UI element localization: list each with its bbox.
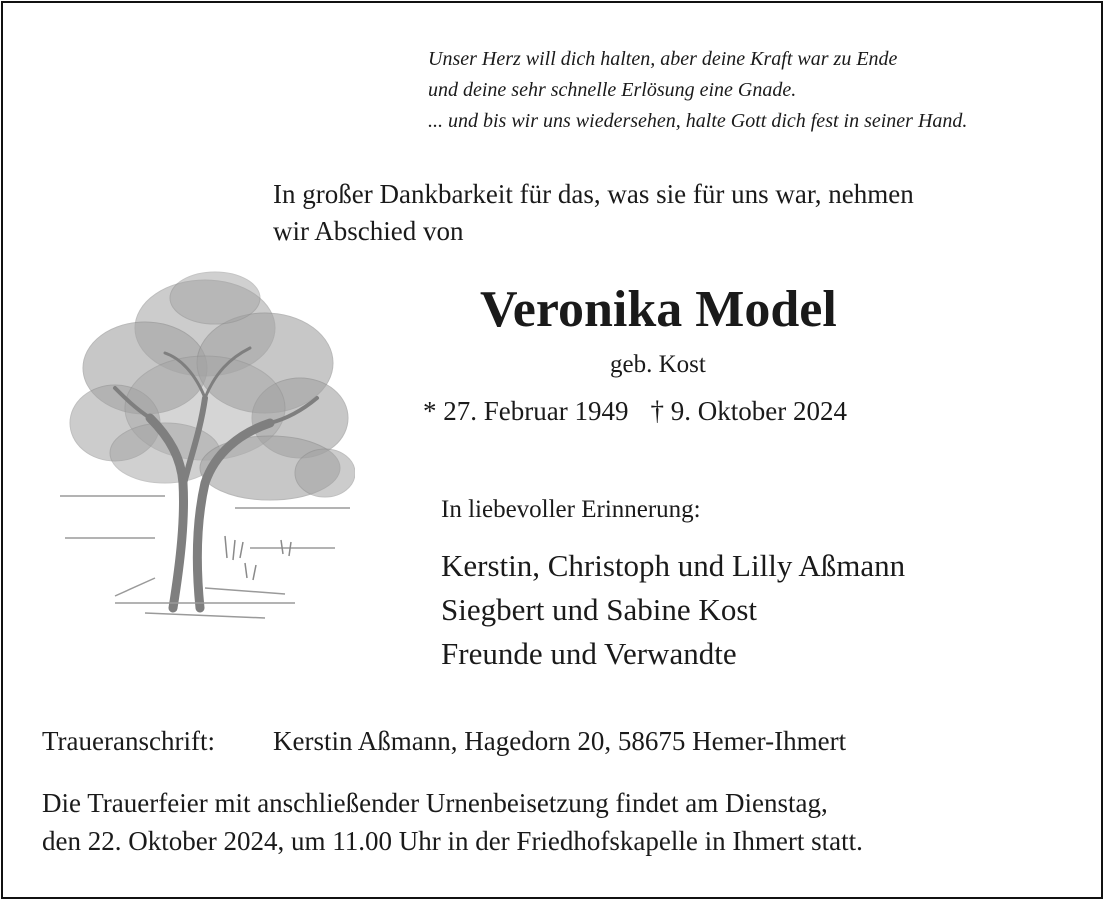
poem-line: und deine sehr schnelle Erlösung eine Gnade. (428, 79, 797, 101)
life-dates (423, 396, 847, 427)
ceremony-line: Die Trauerfeier mit anschließender Urnenbeisetzung findet am Dienstag, (42, 788, 828, 818)
birth-name: geb. Kost (610, 351, 706, 378)
poem-line: ... und bis wir uns wiedersehen, halte Gott dich fest in seiner Hand. (428, 110, 968, 132)
poem-verse (428, 44, 967, 137)
mourners-list (441, 544, 905, 676)
poem-line: Unser Herz will dich halten, aber deine Kraft war zu Ende (428, 48, 898, 70)
tree-illustration (55, 258, 355, 628)
deceased-name: Veronika Model (480, 281, 837, 338)
mourner-name: Kerstin, Christoph und Lilly Aßmann (441, 548, 906, 583)
intro-line: wir Abschied von (273, 216, 464, 246)
ceremony-line: den 22. Oktober 2024, um 11.00 Uhr in der Friedhofskapelle in Ihmert statt. (42, 826, 863, 856)
death-date: † 9. Oktober 2024 (650, 396, 847, 426)
mourner-name: Freunde und Verwandte (441, 636, 737, 671)
birth-date: * 27. Februar 1949 (423, 396, 629, 426)
ceremony-notice (42, 784, 863, 860)
memory-heading: In liebevoller Erinnerung: (441, 496, 701, 523)
address-value: Kerstin Aßmann, Hagedorn 20, 58675 Hemer-Ihmert (273, 726, 847, 756)
address-label: Traueranschrift: (42, 726, 215, 756)
intro-line: In großer Dankbarkeit für das, was sie für uns war, nehmen (273, 179, 914, 209)
mourner-name: Siegbert und Sabine Kost (441, 592, 757, 627)
intro-text (273, 176, 914, 250)
mourning-address (42, 726, 846, 757)
